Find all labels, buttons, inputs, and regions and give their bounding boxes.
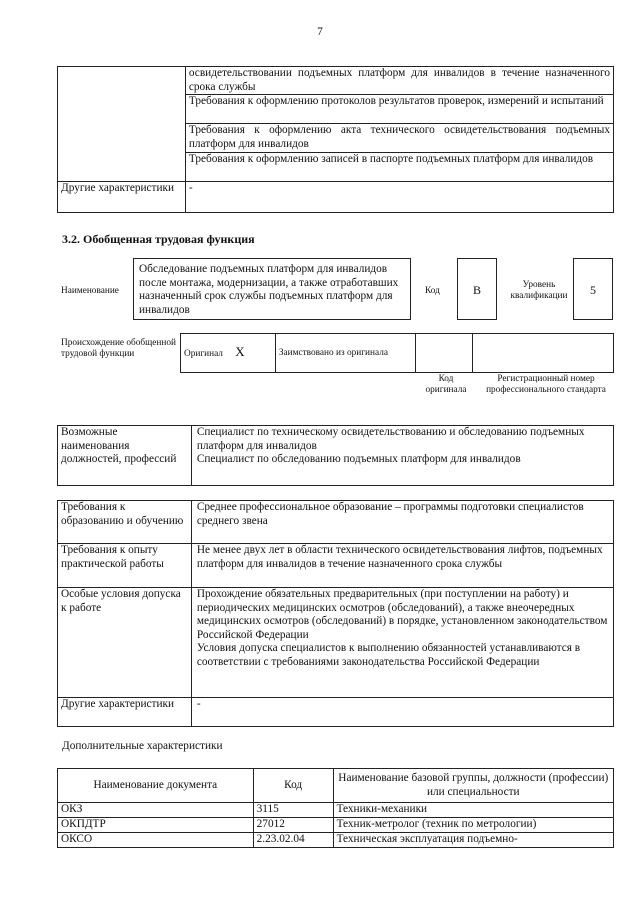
table-header-row	[58, 769, 614, 803]
additional-title: Дополнительные характеристики	[62, 740, 223, 752]
name-value-box	[133, 258, 411, 320]
header-name: Наименование базовой группы, должности (профессии) или специальности	[333, 769, 613, 803]
requirement-text: Условия допуска специалистов к выполнению обязанностей устанавливаются в соответствии с требованиями законодательства Российской Федерации	[196, 642, 581, 668]
additional-table	[57, 768, 614, 848]
code-label: Код	[425, 286, 440, 296]
table-row	[181, 334, 614, 373]
cell-doc: ОКЗ	[58, 803, 254, 818]
origin-reg-cell	[473, 334, 614, 373]
level-value-box	[573, 258, 613, 320]
cell-code: 2.23.02.04	[253, 833, 333, 848]
requirement-text: -	[191, 698, 613, 727]
positions-label: Возможные наименования должностей, профессий	[58, 426, 192, 486]
origin-borrowed: Заимствовано из оригинала	[278, 347, 388, 358]
table-row	[58, 426, 614, 486]
origin-original: Оригинал	[184, 349, 223, 359]
level-value: 5	[590, 283, 596, 297]
origin-code-caption: Код оригинала	[425, 374, 467, 395]
table-cell-text: Требования к оформлению протоколов результатов проверок, измерений и испытаний	[185, 95, 613, 124]
positions-table	[57, 425, 614, 486]
origin-label: Происхождение обобщенной трудовой функции	[61, 338, 176, 359]
table-cell-text: -	[185, 182, 613, 213]
table-cell-label: Другие характеристики	[58, 182, 186, 213]
top-characteristics-table	[57, 66, 614, 213]
table-cell-text: освидетельствовании подъемных платформ для инвалидов в течение назначенного срока службы	[185, 67, 613, 95]
cell-doc: ОКПДТР	[58, 818, 254, 833]
table-row	[58, 698, 614, 727]
position-item: Специалист по обследованию подъемных платформ для инвалидов	[196, 453, 521, 465]
name-label: Наименование	[61, 286, 119, 296]
header-code: Код	[253, 769, 333, 803]
origin-table	[180, 333, 614, 373]
table-row	[58, 501, 614, 544]
cell-code: 27012	[253, 818, 333, 833]
requirement-label: Особые условия допуска к работе	[58, 588, 192, 698]
cell-code: 3115	[253, 803, 333, 818]
table-cell-text: Требования к оформлению акта технического освидетельствования подъемных платформ для инвалидов	[185, 124, 613, 153]
cell-name: Техники-механики	[333, 803, 613, 818]
code-value: В	[472, 283, 481, 297]
positions-values	[191, 426, 613, 486]
section-title: 3.2. Обобщенная трудовая функция	[62, 232, 255, 246]
requirement-text: Прохождение обязательных предварительных (при поступлении на работу) и периодических медицинских осмотров (обследований), а также внеочередных медицинских осмотров (обследований) в порядке, установленном законодательством Российской Федерации	[196, 588, 608, 641]
header-doc: Наименование документа	[58, 769, 254, 803]
cell-doc: ОКСО	[58, 833, 254, 848]
table-row	[58, 588, 614, 698]
code-value-box	[457, 258, 497, 320]
requirement-text-block	[191, 588, 613, 698]
name-value: Обследование подъемных платформ для инвалидов после монтажа, модернизации, а также отработавших назначенный срок службы подъемных платформ для инвалидов	[139, 263, 399, 316]
origin-borrowed-cell	[275, 334, 415, 373]
table-row	[58, 544, 614, 588]
table-row	[58, 182, 614, 213]
table-cell-text: Требования к оформлению записей в паспорте подъемных платформ для инвалидов	[185, 153, 613, 182]
cell-name: Техник-метролог (техник по метрологии)	[333, 818, 613, 833]
table-row	[58, 803, 614, 818]
requirement-label: Требования к образованию и обучению	[58, 501, 192, 544]
table-row	[58, 67, 614, 95]
position-item: Специалист по техническому освидетельствованию и обследованию подъемных платформ для инвалидов	[196, 426, 585, 452]
cell-name: Техническая эксплуатация подъемно-	[333, 833, 613, 848]
table-row	[58, 818, 614, 833]
table-row	[58, 833, 614, 848]
origin-code-cell	[415, 334, 473, 373]
requirement-text: Не менее двух лет в области технического освидетельствования лифтов, подъемных платформ для инвалидов в течение назначенного срока службы	[191, 544, 613, 588]
origin-reg-caption: Регистрационный номер профессионального стандарта	[486, 374, 606, 395]
page-number: 7	[317, 26, 323, 38]
requirement-label: Другие характеристики	[58, 698, 192, 727]
requirement-label: Требования к опыту практической работы	[58, 544, 192, 588]
level-label: Уровень квалификации	[510, 280, 568, 301]
origin-original-cell	[181, 334, 276, 373]
requirement-text: Среднее профессиональное образование – программы подготовки специалистов среднего звена	[191, 501, 613, 544]
requirements-table	[57, 500, 614, 727]
table-cell-label	[58, 67, 186, 182]
origin-mark: X	[235, 344, 245, 359]
